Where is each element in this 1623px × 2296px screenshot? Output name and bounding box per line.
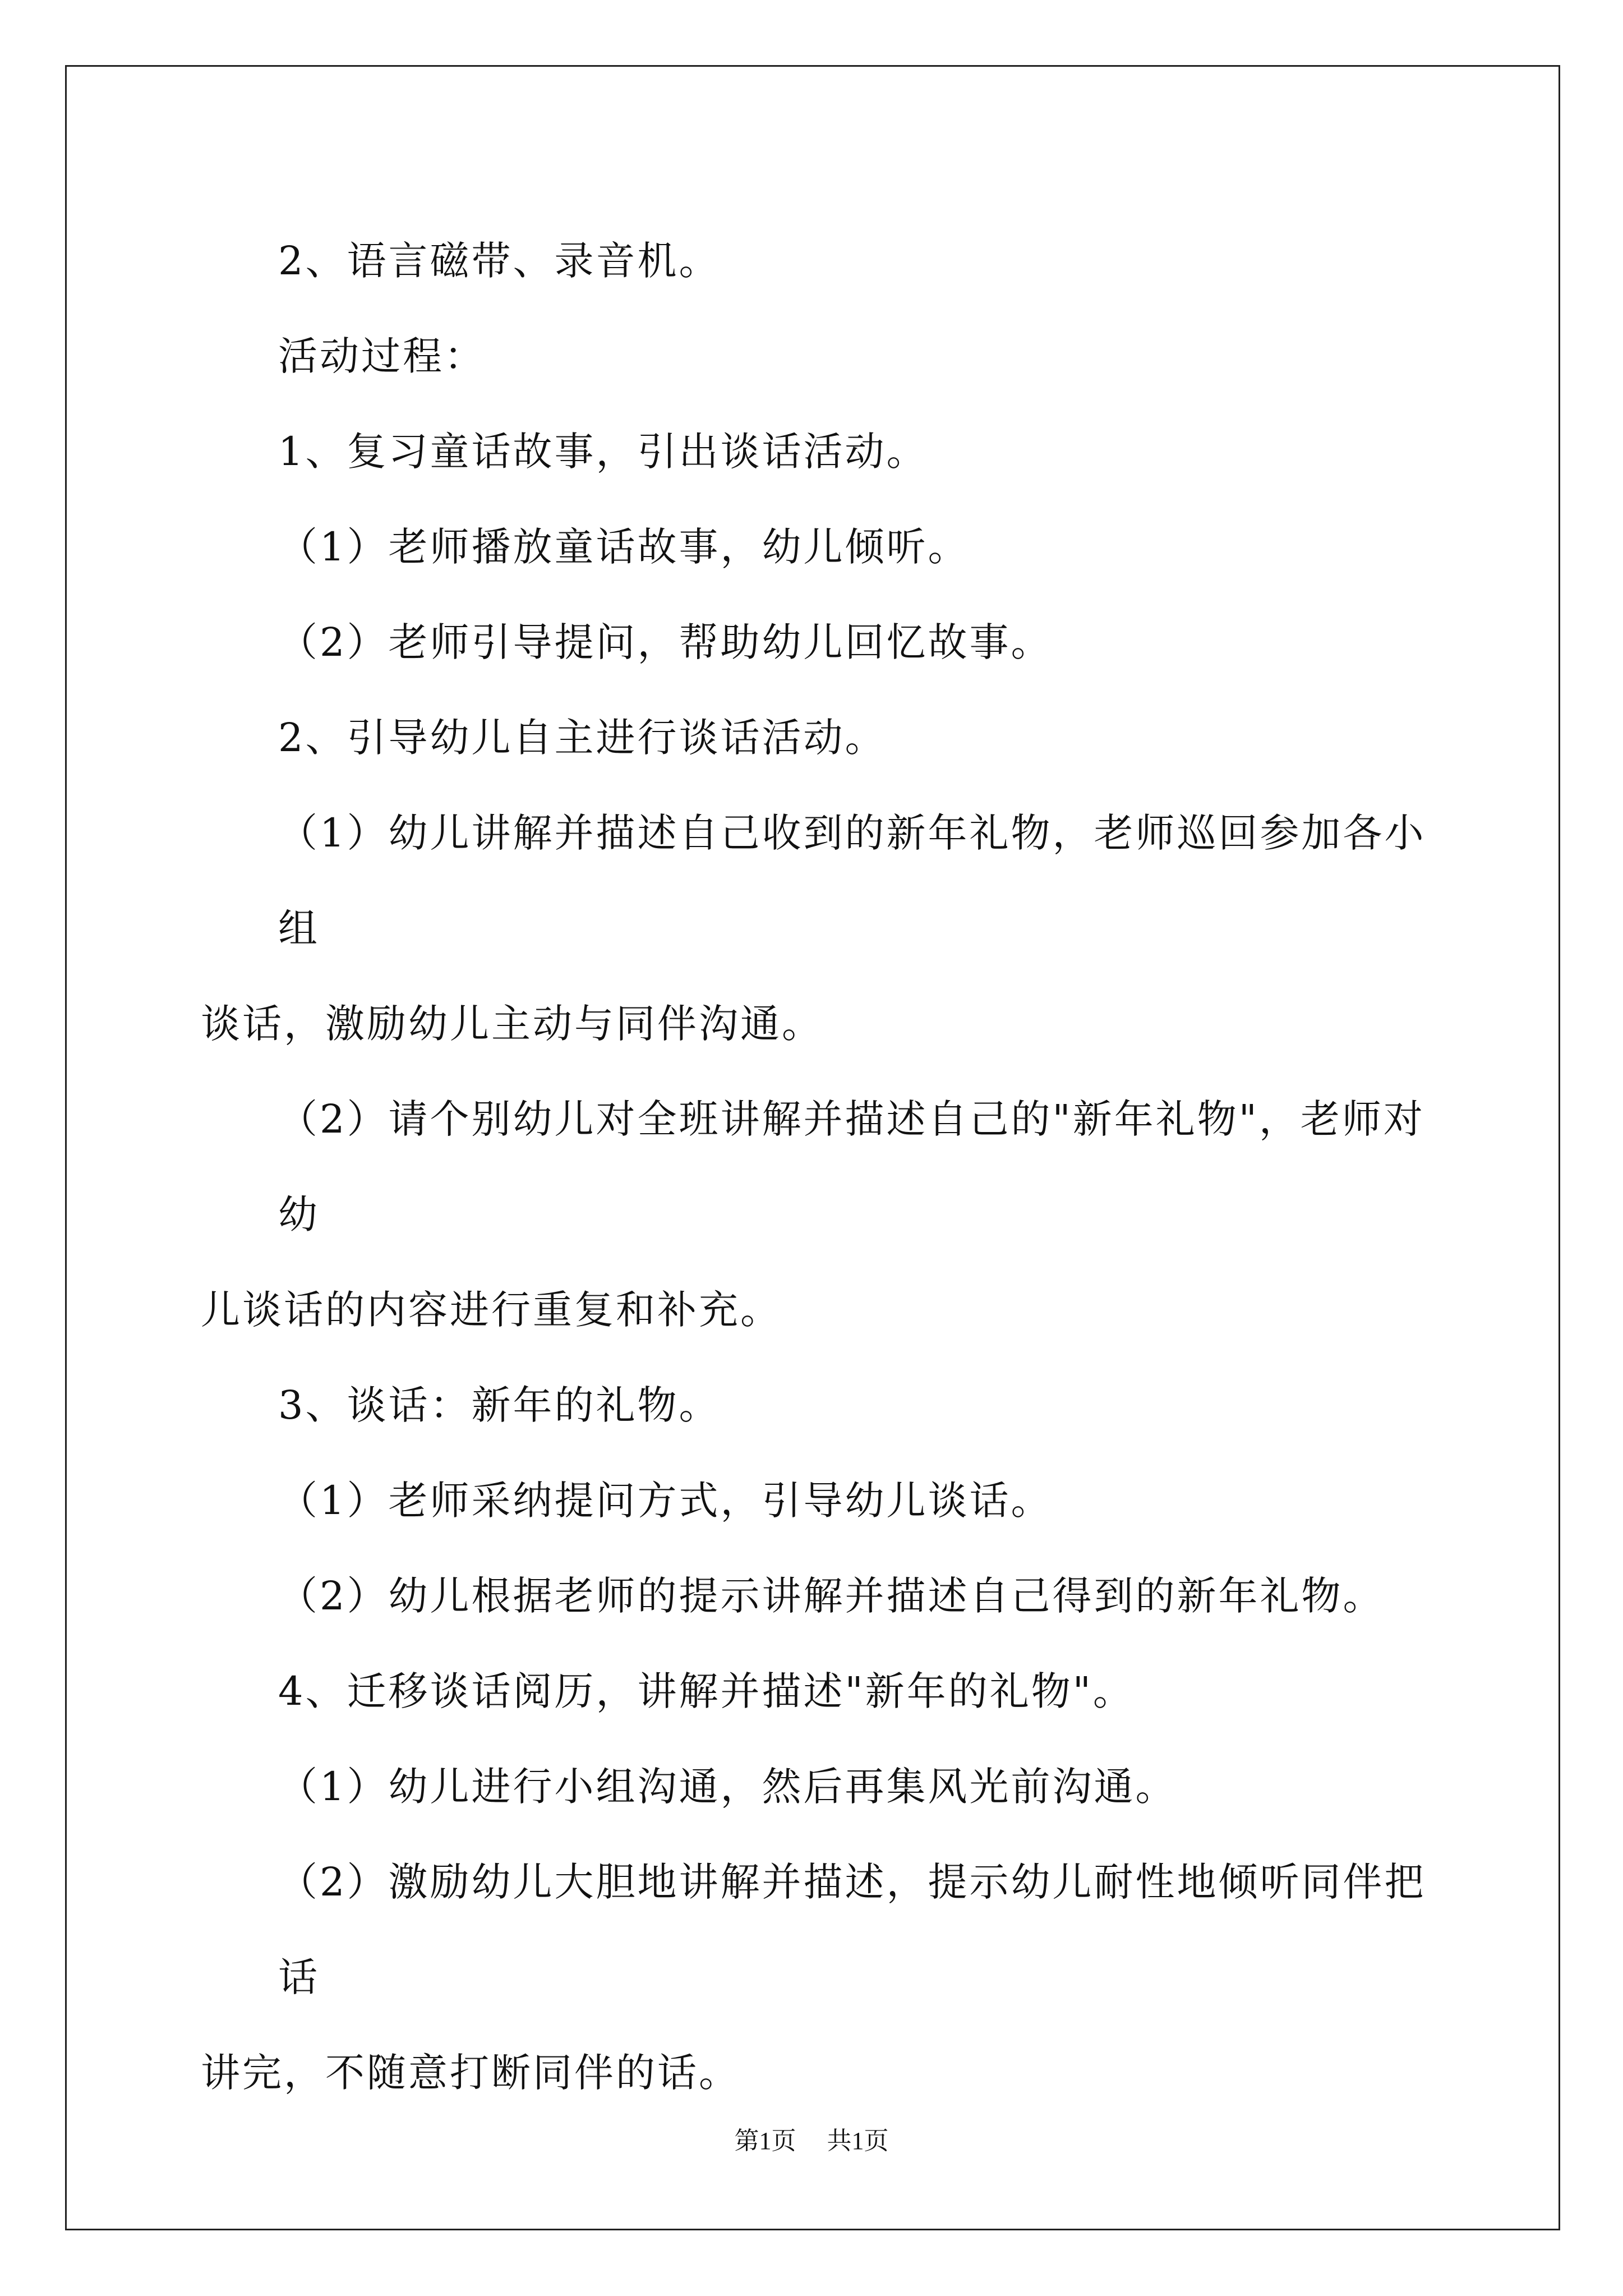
text-line: 谈话，激励幼儿主动与同伴沟通。 xyxy=(201,1001,823,1047)
text-line: 2、语言磁带、录音机。 xyxy=(278,238,721,284)
text-line: 儿谈话的内容进行重复和补充。 xyxy=(201,1287,782,1333)
text-line: （2）激励幼儿大胆地讲解并描述，提示幼儿耐性地倾听同伴把话 xyxy=(278,1859,1426,2000)
document-body xyxy=(201,213,1435,2120)
text-line: 3、谈话：新年的礼物。 xyxy=(278,1382,721,1428)
text-line: （1）老师采纳提问方式，引导幼儿谈话。 xyxy=(278,1478,1053,1524)
text-line: 1、复习童话故事，引出谈话活动。 xyxy=(278,429,928,475)
text-line: 4、迁移谈话阅历，讲解并描述"新年的礼物"。 xyxy=(278,1668,1135,1714)
text-line: （1）幼儿进行小组沟通，然后再集风光前沟通。 xyxy=(278,1764,1177,1810)
page-number-current: 第1页 xyxy=(734,2127,796,2155)
text-line: （1）幼儿讲解并描述自己收到的新年礼物，老师巡回参加各小组 xyxy=(278,810,1426,951)
text-line: （2）幼儿根据老师的提示讲解并描述自己得到的新年礼物。 xyxy=(278,1573,1385,1619)
text-line: （1）老师播放童话故事，幼儿倾听。 xyxy=(278,524,970,570)
page-footer xyxy=(0,2120,1623,2156)
text-line: 活动过程： xyxy=(278,333,486,379)
text-line: 讲完，不随意打断同伴的话。 xyxy=(201,2050,740,2096)
page-number-total: 共1页 xyxy=(827,2127,889,2155)
text-line: （2）请个别幼儿对全班讲解并描述自己的"新年礼物"，老师对幼 xyxy=(278,1096,1425,1237)
text-line: 2、引导幼儿自主进行谈话活动。 xyxy=(278,715,887,761)
text-line: （2）老师引导提问，帮助幼儿回忆故事。 xyxy=(278,619,1053,665)
